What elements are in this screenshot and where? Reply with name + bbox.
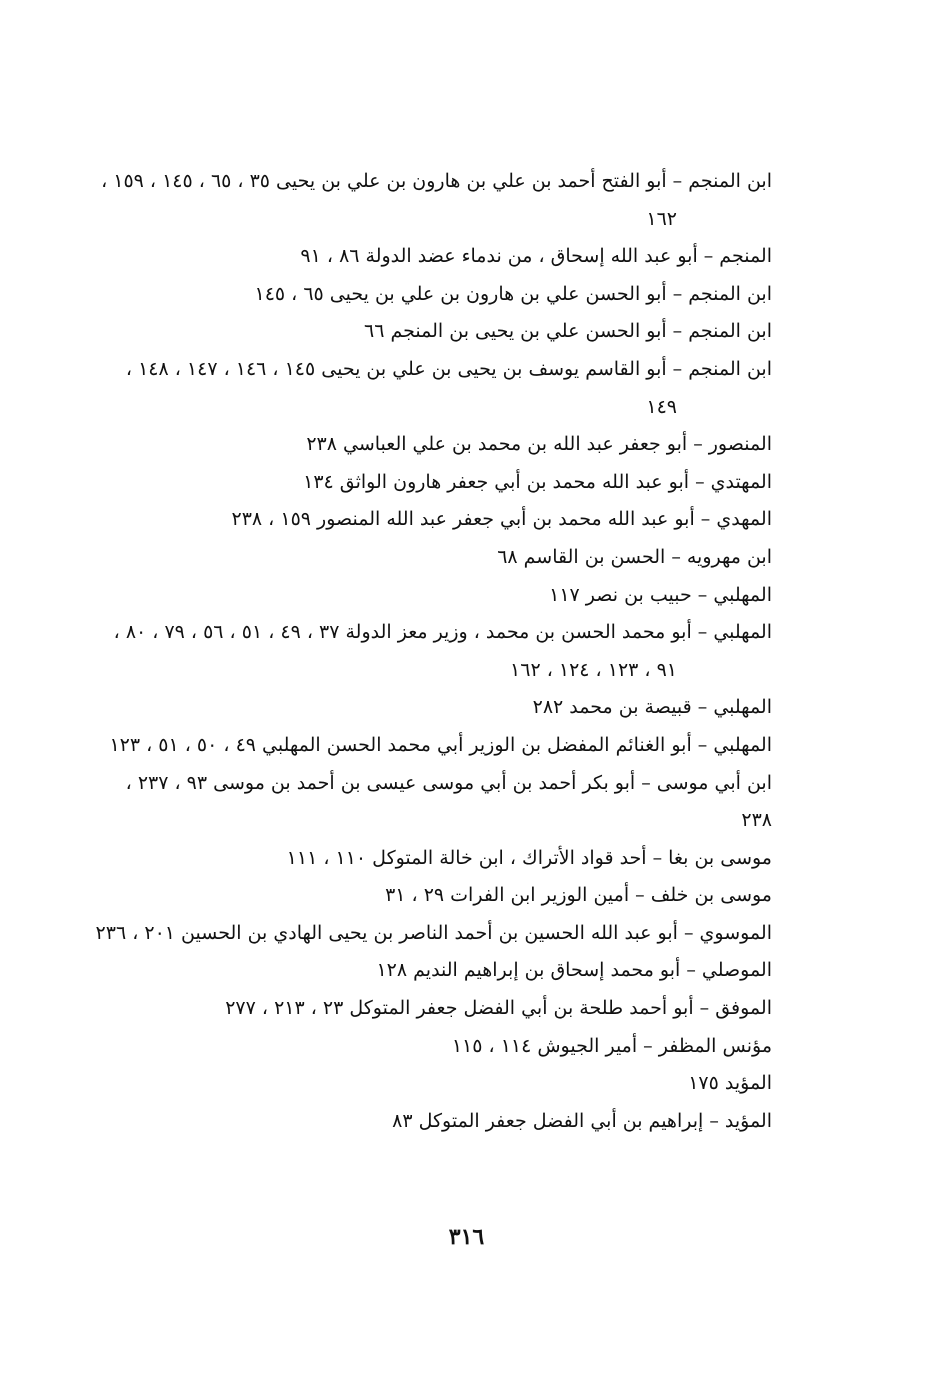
index-entry	[95, 765, 772, 840]
index-entry	[95, 426, 772, 464]
index-list	[95, 163, 772, 1140]
entry-text: المهلبي – أبو محمد الحسن بن محمد ، وزير معز الدولة ٣٧ ، ٤٩ ، ٥١ ، ٥٦ ، ٧٩ ، ٨٠ ،	[113, 621, 772, 644]
index-entry	[95, 577, 772, 615]
entry-continuation: ١٤٩	[646, 395, 677, 418]
entry-text: الموفق – أبو أحمد طلحة بن أبي الفضل جعفر المتوكل ٢٣ ، ٢١٣ ، ٢٧٧	[225, 997, 772, 1020]
entry-text: موسى بن خلف – أمين الوزير ابن الفرات ٢٩ ، ٣١	[385, 884, 772, 907]
index-entry	[95, 501, 772, 539]
index-entry	[95, 877, 772, 915]
entry-text: ابن مهرويه – الحسن بن القاسم ٦٨	[497, 545, 772, 568]
index-entry	[95, 163, 772, 238]
index-entry	[95, 1103, 772, 1141]
entry-text: المهدي – أبو عبد الله محمد بن أبي جعفر عبد الله المنصور ١٥٩ ، ٢٣٨	[231, 508, 772, 531]
entry-text: المهلبي – قبيصة بن محمد ٢٨٢	[532, 696, 772, 719]
entry-text: الموصلي – أبو محمد إسحاق بن إبراهيم النديم ١٢٨	[376, 959, 772, 982]
index-entry	[95, 276, 772, 314]
index-entry	[95, 990, 772, 1028]
entry-continuation: ١٦٢	[646, 207, 677, 230]
index-entry	[95, 539, 772, 577]
entry-text: المؤيد – إبراهيم بن أبي الفضل جعفر المتوكل ٨٣	[392, 1109, 772, 1132]
entry-text: المنصور – أبو جعفر عبد الله بن محمد بن علي العباسي ٢٣٨	[306, 433, 772, 456]
entry-text: المهلبي – أبو الغنائم المفضل بن الوزير أبي محمد الحسن المهلبي ٤٩ ، ٥٠ ، ٥١ ، ١٢٣	[109, 733, 772, 756]
entry-text: المنجم – أبو عبد الله إسحاق ، من ندماء عضد الدولة ٨٦ ، ٩١	[300, 245, 772, 268]
index-entry	[95, 840, 772, 878]
entry-text: ابن المنجم – أبو الحسن علي بن هارون بن علي بن يحيى ٦٥ ، ١٤٥	[254, 282, 772, 305]
entry-text: المهلبي – حبيب بن نصر ١١٧	[549, 583, 772, 606]
index-entry	[95, 464, 772, 502]
entry-text: ابن المنجم – أبو القاسم يوسف بن يحيى بن علي بن يحيى ١٤٥ ، ١٤٦ ، ١٤٧ ، ١٤٨ ،	[125, 357, 772, 380]
index-entry	[95, 689, 772, 727]
index-entry	[95, 952, 772, 990]
entry-text: ابن المنجم – أبو الحسن علي بن يحيى بن المنجم ٦٦	[364, 320, 772, 343]
entry-text: موسى بن بغا – أحد قواد الأتراك ، ابن خالة المتوكل ١١٠ ، ١١١	[286, 846, 772, 869]
entry-text: مؤنس المظفر – أمير الجيوش ١١٤ ، ١١٥	[451, 1034, 772, 1057]
entry-text: ابن أبي موسى – أبو بكر أحمد بن أبي موسى عيسى بن أحمد بن موسى ٩٣ ، ٢٣٧ ، ٢٣٨	[125, 771, 772, 832]
index-entry	[95, 915, 772, 953]
entry-text: المؤيد ١٧٥	[688, 1072, 772, 1095]
entry-continuation: ٩١ ، ١٢٣ ، ١٢٤ ، ١٦٢	[510, 658, 677, 681]
index-entry	[95, 1065, 772, 1103]
index-entry	[95, 1028, 772, 1066]
index-entry	[95, 351, 772, 426]
index-entry	[95, 614, 772, 689]
index-entry	[95, 727, 772, 765]
entry-text: ابن المنجم – أبو الفتح أحمد بن علي بن هارون بن علي بن يحيى ٣٥ ، ٦٥ ، ١٤٥ ، ١٥٩ ،	[101, 170, 772, 192]
index-entry	[95, 238, 772, 276]
page-number: ٣١٦	[448, 1224, 485, 1250]
entry-text: الموسوي – أبو عبد الله الحسين بن أحمد الناصر بن يحيى الهادي بن الحسين ٢٠١ ، ٢٣٦	[95, 921, 772, 944]
index-entry	[95, 313, 772, 351]
entry-text: المهتدي – أبو عبد الله محمد بن أبي جعفر هارون الواثق ١٣٤	[303, 470, 772, 493]
